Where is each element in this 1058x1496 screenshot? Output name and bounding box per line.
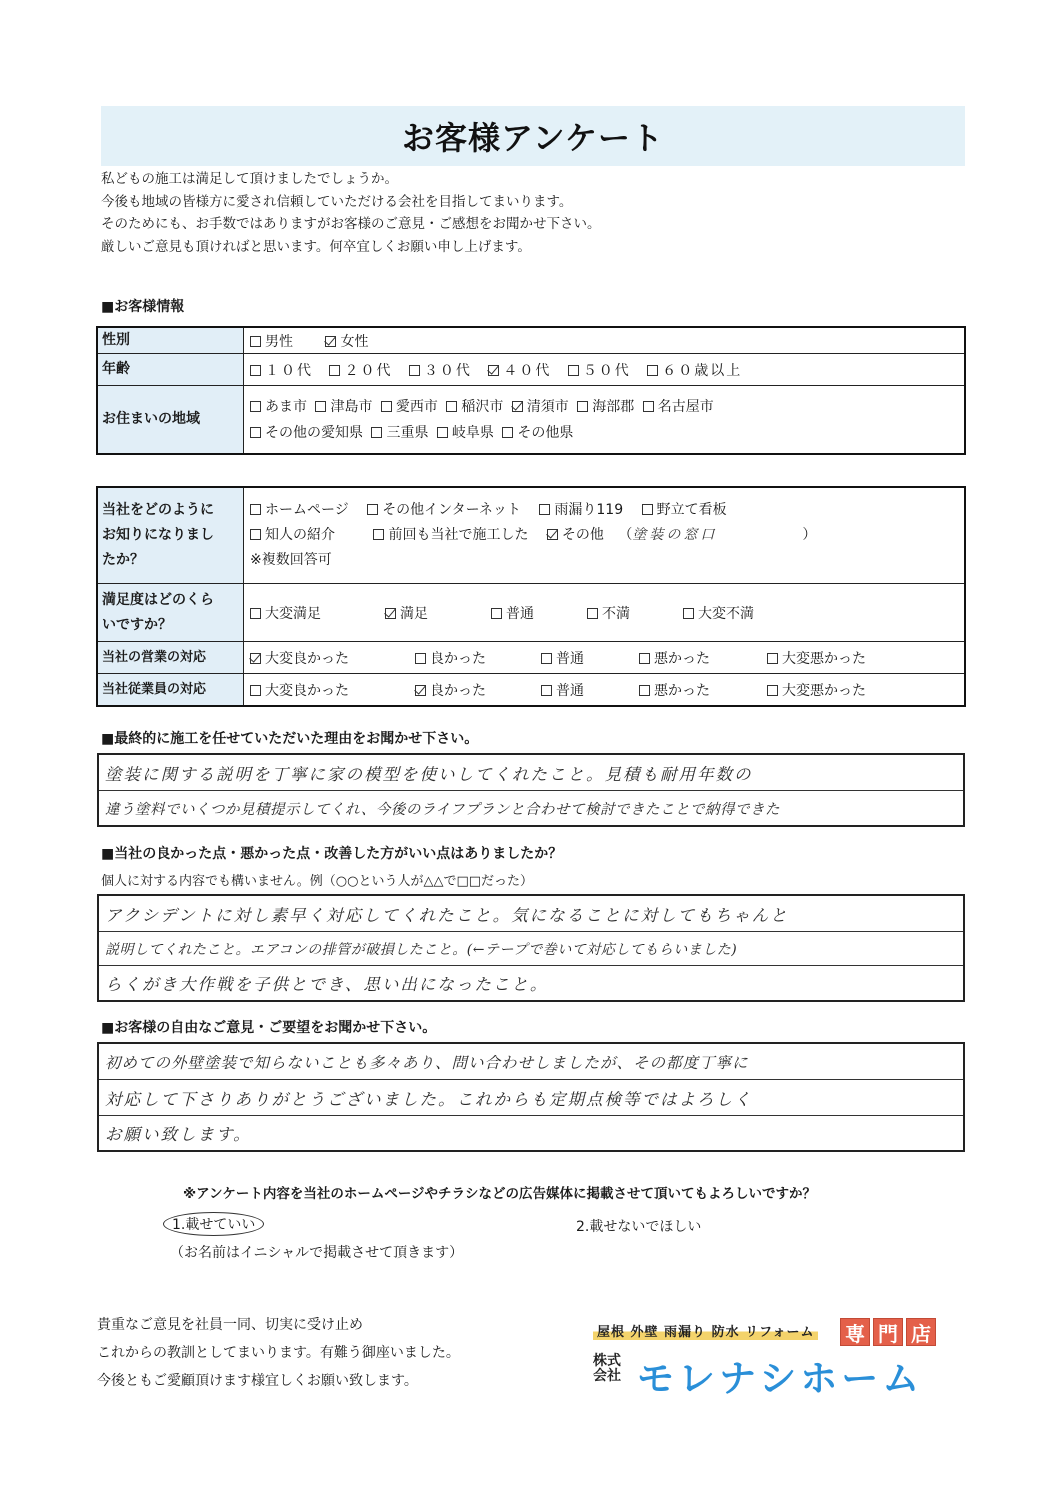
checkbox-icon[interactable] bbox=[767, 685, 778, 696]
sales-row bbox=[98, 642, 965, 674]
option-label: 大変悪かった bbox=[782, 682, 866, 699]
option-label: 愛西市 bbox=[395, 398, 438, 415]
option-label: ３０代 bbox=[423, 362, 472, 379]
option-normal[interactable] bbox=[491, 603, 577, 623]
multiple-answers-note: ※複数回答可 bbox=[250, 552, 332, 568]
option-other-internet[interactable] bbox=[367, 498, 521, 523]
other-close-paren: ） bbox=[802, 527, 817, 543]
option-label: その他県 bbox=[517, 424, 574, 441]
option-region[interactable] bbox=[250, 420, 363, 446]
option-label: 前回も当社で施工した bbox=[388, 527, 529, 543]
option-region[interactable] bbox=[577, 394, 634, 420]
option-label: 知人の紹介 bbox=[265, 527, 335, 543]
closing-line: これからの教訓としてまいります。有難う御座いました。 bbox=[97, 1345, 460, 1361]
option-label: 三重県 bbox=[386, 424, 429, 441]
corp-type bbox=[593, 1354, 629, 1384]
sales-label: 当社の営業の対応 bbox=[98, 642, 244, 674]
intro-line: 私どもの施工は満足して頂けましたでしょうか。 bbox=[101, 171, 398, 187]
option-normal[interactable] bbox=[541, 680, 629, 700]
badge-char: 店 bbox=[906, 1318, 936, 1346]
option-repeat[interactable] bbox=[373, 523, 528, 548]
consent-question: ※アンケート内容を当社のホームページやチラシなどの広告媒体に掲載させて頂いてもよろしいですか？ bbox=[183, 1186, 817, 1202]
option-label: 良かった bbox=[430, 682, 486, 699]
option-label: その他 bbox=[561, 527, 604, 543]
company-logo bbox=[593, 1318, 953, 1400]
option-label: 雨漏り119 bbox=[554, 502, 624, 518]
good-bad-title: ■当社の良かった点・悪かった点・改善した方がいい点はありましたか？ bbox=[101, 846, 563, 862]
option-bad[interactable] bbox=[639, 680, 757, 700]
option-male[interactable] bbox=[250, 331, 293, 351]
consent-note: （お名前はイニシャルで掲載させて頂きます） bbox=[170, 1245, 464, 1261]
age-label: 年齢 bbox=[98, 354, 244, 386]
reason-title: ■最終的に施工を任せていただいた理由をお聞かせ下さい。 bbox=[101, 731, 479, 747]
checkbox-icon[interactable] bbox=[577, 401, 588, 412]
checkbox-checked-icon[interactable] bbox=[512, 401, 523, 412]
region-label: お住まいの地域 bbox=[98, 386, 244, 454]
answer-line: 塗装に関する説明を丁寧に家の模型を使いしてくれたこと。見積も耐用年数の bbox=[99, 755, 963, 791]
corp-line: 会社 bbox=[593, 1368, 621, 1384]
option-label: その他インターネット bbox=[382, 502, 521, 518]
checkbox-icon[interactable] bbox=[250, 336, 261, 347]
badge-char: 門 bbox=[873, 1318, 903, 1346]
intro-line: 厳しいご意見も頂ければと思います。何卒宜しくお願い申し上げます。 bbox=[101, 238, 531, 255]
option-region[interactable] bbox=[371, 420, 428, 446]
checkbox-icon[interactable] bbox=[415, 653, 426, 664]
option-label: 海部郡 bbox=[592, 398, 635, 415]
checkbox-icon[interactable] bbox=[367, 504, 378, 515]
satisfaction-label bbox=[98, 584, 244, 642]
corp-line: 株式 bbox=[593, 1353, 621, 1369]
source-options bbox=[244, 488, 965, 584]
gender-options bbox=[244, 328, 965, 354]
checkbox-icon[interactable] bbox=[250, 529, 261, 540]
option-label: １０代 bbox=[265, 362, 313, 379]
option-label: 清須市 bbox=[526, 398, 569, 415]
option-region[interactable] bbox=[315, 394, 372, 420]
checkbox-checked-icon[interactable] bbox=[250, 653, 261, 664]
option-age-20[interactable] bbox=[329, 360, 392, 380]
gender-row bbox=[98, 328, 965, 354]
checkbox-icon[interactable] bbox=[437, 427, 448, 438]
checkbox-icon[interactable] bbox=[329, 365, 340, 376]
specialty-shop-badge bbox=[840, 1318, 936, 1346]
option-normal[interactable] bbox=[541, 648, 629, 668]
staff-options bbox=[244, 674, 965, 706]
satisfaction-row bbox=[98, 584, 965, 642]
checkbox-icon[interactable] bbox=[250, 608, 261, 619]
option-label: 良かった bbox=[430, 650, 486, 667]
checkbox-icon[interactable] bbox=[541, 685, 552, 696]
checkbox-icon[interactable] bbox=[250, 427, 261, 438]
consent-option-deny[interactable]: 2.載せないでほしい bbox=[576, 1219, 702, 1235]
option-other[interactable] bbox=[547, 523, 604, 548]
option-very-bad[interactable] bbox=[767, 680, 866, 700]
answer-line: らくがき大作戦を子供とでき、思い出になったこと。 bbox=[105, 975, 549, 994]
checkbox-checked-icon[interactable] bbox=[547, 529, 558, 540]
customer-info-table bbox=[97, 327, 965, 454]
option-label: 稲沢市 bbox=[461, 398, 504, 415]
option-very-dissatisfied[interactable] bbox=[683, 603, 754, 623]
option-label: 名古屋市 bbox=[657, 398, 714, 415]
intro-text bbox=[101, 168, 601, 258]
checkbox-checked-icon[interactable] bbox=[385, 608, 396, 619]
option-label: 大変良かった bbox=[265, 650, 349, 667]
option-very-good[interactable] bbox=[250, 680, 405, 700]
option-age-10[interactable] bbox=[250, 360, 313, 380]
option-region-kiyosu[interactable] bbox=[512, 394, 569, 420]
intro-line: そのためにも、お手数ではありますがお客様のご意見・ご感想をお聞かせ下さい。 bbox=[101, 216, 601, 232]
region-row bbox=[98, 386, 965, 454]
option-signboard[interactable] bbox=[642, 498, 727, 523]
option-very-bad[interactable] bbox=[767, 648, 866, 668]
option-label: 普通 bbox=[556, 650, 584, 667]
company-name: モレナシホーム bbox=[637, 1357, 924, 1400]
requests-answer-box[interactable] bbox=[97, 1042, 965, 1152]
option-label: 大変満足 bbox=[265, 605, 321, 622]
checkbox-icon[interactable] bbox=[250, 685, 261, 696]
option-label: あま市 bbox=[265, 398, 307, 415]
answer-line: お願い致します。 bbox=[105, 1125, 252, 1144]
option-label: ４０代 bbox=[503, 362, 552, 379]
option-good[interactable] bbox=[415, 680, 531, 700]
option-label: 不満 bbox=[602, 605, 630, 622]
option-label: 岐阜県 bbox=[451, 424, 494, 441]
option-label: ２０代 bbox=[344, 362, 393, 379]
checkbox-checked-icon[interactable] bbox=[488, 365, 499, 376]
label-line: お知りになりまし bbox=[102, 527, 214, 543]
option-label: 普通 bbox=[556, 682, 584, 699]
checkbox-icon[interactable] bbox=[250, 401, 261, 412]
checkbox-icon[interactable] bbox=[639, 653, 650, 664]
option-region[interactable] bbox=[250, 394, 307, 420]
option-region[interactable] bbox=[502, 420, 573, 446]
checkbox-icon[interactable] bbox=[250, 365, 261, 376]
checkbox-icon[interactable] bbox=[643, 401, 654, 412]
option-age-50[interactable] bbox=[568, 360, 631, 380]
checkbox-icon[interactable] bbox=[250, 504, 261, 515]
checkbox-icon[interactable] bbox=[539, 504, 550, 515]
option-homepage[interactable] bbox=[250, 498, 349, 523]
option-label: 女性 bbox=[340, 333, 369, 350]
answer-line: 説明してくれたこと。エアコンの排管が破損したこと。(←テープで巻いて対応してもらいました) bbox=[99, 932, 963, 966]
closing-message bbox=[97, 1311, 460, 1395]
label-line: たか？ bbox=[102, 552, 144, 568]
option-very-satisfied[interactable] bbox=[250, 603, 375, 623]
source-label bbox=[98, 488, 244, 584]
option-female[interactable] bbox=[325, 331, 368, 351]
customer-info-title: ■お客様情報 bbox=[101, 299, 185, 315]
answer-line: 初めての外壁塗装で知らないことも多々あり、問い合わせしましたが、その都度丁寧に bbox=[99, 1044, 963, 1080]
good-bad-answer-box[interactable] bbox=[97, 894, 965, 1002]
option-region[interactable] bbox=[643, 394, 714, 420]
option-label: 大変不満 bbox=[698, 605, 754, 622]
option-age-40[interactable] bbox=[488, 360, 551, 380]
option-good[interactable] bbox=[415, 648, 531, 668]
checkbox-icon[interactable] bbox=[502, 427, 513, 438]
satisfaction-options bbox=[244, 584, 965, 642]
option-label: 悪かった bbox=[654, 650, 710, 667]
label-line: 満足度はどのくら bbox=[102, 591, 214, 608]
checkbox-icon[interactable] bbox=[491, 608, 502, 619]
answer-line: 違う塗料でいくつか見積提示してくれ、今後のライフプランと合わせて検討できたことで納得できた bbox=[105, 801, 780, 818]
other-handwritten-text[interactable]: 塗装の窓口 bbox=[632, 527, 718, 543]
checkbox-icon[interactable] bbox=[315, 401, 326, 412]
checkbox-icon[interactable] bbox=[381, 401, 392, 412]
option-region[interactable] bbox=[381, 394, 438, 420]
closing-line: 貴重なご意見を社員一同、切実に受け止め bbox=[97, 1317, 363, 1333]
staff-label: 当社従業員の対応 bbox=[98, 674, 244, 706]
gender-label: 性別 bbox=[98, 328, 244, 354]
checkbox-icon[interactable] bbox=[639, 685, 650, 696]
staff-row bbox=[98, 674, 965, 706]
consent-option-allow[interactable]: 1.載せていい bbox=[163, 1212, 264, 1236]
badge-char: 専 bbox=[840, 1318, 870, 1346]
option-age-60[interactable] bbox=[647, 360, 742, 380]
age-row bbox=[98, 354, 965, 386]
good-bad-subtitle: 個人に対する内容でも構いません。例（○○という人が△△で□□だった） bbox=[101, 874, 534, 889]
option-label: 大変良かった bbox=[265, 682, 349, 699]
option-amamori119[interactable] bbox=[539, 498, 623, 523]
option-label: 満足 bbox=[400, 605, 428, 622]
option-label: 悪かった bbox=[654, 682, 710, 699]
reason-answer-box[interactable] bbox=[97, 753, 965, 827]
sales-options bbox=[244, 642, 965, 674]
checkbox-icon[interactable] bbox=[642, 504, 653, 515]
option-label: 津島市 bbox=[330, 398, 373, 415]
checkbox-icon[interactable] bbox=[568, 365, 579, 376]
age-options bbox=[244, 354, 965, 386]
intro-line: 今後も地域の皆様方に愛され信頼していただける会社を目指してまいります。 bbox=[101, 193, 573, 210]
option-label: その他の愛知県 bbox=[265, 424, 363, 441]
checkbox-icon[interactable] bbox=[683, 608, 694, 619]
option-label: ホームページ bbox=[265, 502, 349, 518]
option-dissatisfied[interactable] bbox=[587, 603, 673, 623]
option-bad[interactable] bbox=[639, 648, 757, 668]
option-label: 大変悪かった bbox=[782, 650, 866, 667]
checkbox-icon[interactable] bbox=[647, 365, 658, 376]
checkbox-checked-icon[interactable] bbox=[325, 336, 336, 347]
other-open-paren: （ bbox=[618, 527, 633, 543]
source-row bbox=[98, 488, 965, 584]
answer-line: 対応して下さりありがとうございました。これからも定期点検等ではよろしく bbox=[99, 1080, 963, 1116]
option-label: ６０歳以上 bbox=[662, 362, 743, 379]
checkbox-icon[interactable] bbox=[446, 401, 457, 412]
option-referral[interactable] bbox=[250, 523, 335, 548]
option-region[interactable] bbox=[446, 394, 503, 420]
option-label: 普通 bbox=[506, 605, 534, 622]
label-line: いですか？ bbox=[102, 616, 172, 633]
option-region[interactable] bbox=[437, 420, 494, 446]
checkbox-icon[interactable] bbox=[767, 653, 778, 664]
page-title: お客様アンケート bbox=[401, 119, 665, 157]
label-line: 当社をどのように bbox=[102, 502, 214, 518]
option-age-30[interactable] bbox=[409, 360, 472, 380]
survey-table bbox=[97, 487, 965, 706]
option-label: 男性 bbox=[265, 333, 293, 350]
checkbox-icon[interactable] bbox=[371, 427, 382, 438]
answer-line: アクシデントに対し素早く対応してくれたこと。気になることに対してもちゃんと bbox=[99, 896, 963, 932]
option-label: ５０代 bbox=[582, 362, 631, 379]
checkbox-checked-icon[interactable] bbox=[415, 685, 426, 696]
option-satisfied[interactable] bbox=[385, 603, 481, 623]
closing-line: 今後ともご愛顧頂けます様宜しくお願い致します。 bbox=[97, 1373, 418, 1389]
option-very-good[interactable] bbox=[250, 648, 405, 668]
checkbox-icon[interactable] bbox=[541, 653, 552, 664]
checkbox-icon[interactable] bbox=[587, 608, 598, 619]
logo-tagline: 屋根 外壁 雨漏り 防水 リフォーム bbox=[593, 1321, 818, 1340]
checkbox-icon[interactable] bbox=[373, 529, 384, 540]
checkbox-icon[interactable] bbox=[409, 365, 420, 376]
requests-title: ■お客様の自由なご意見・ご要望をお聞かせ下さい。 bbox=[101, 1020, 437, 1036]
title-banner bbox=[101, 106, 965, 166]
region-options bbox=[244, 386, 965, 454]
option-label: 野立て看板 bbox=[656, 502, 727, 518]
